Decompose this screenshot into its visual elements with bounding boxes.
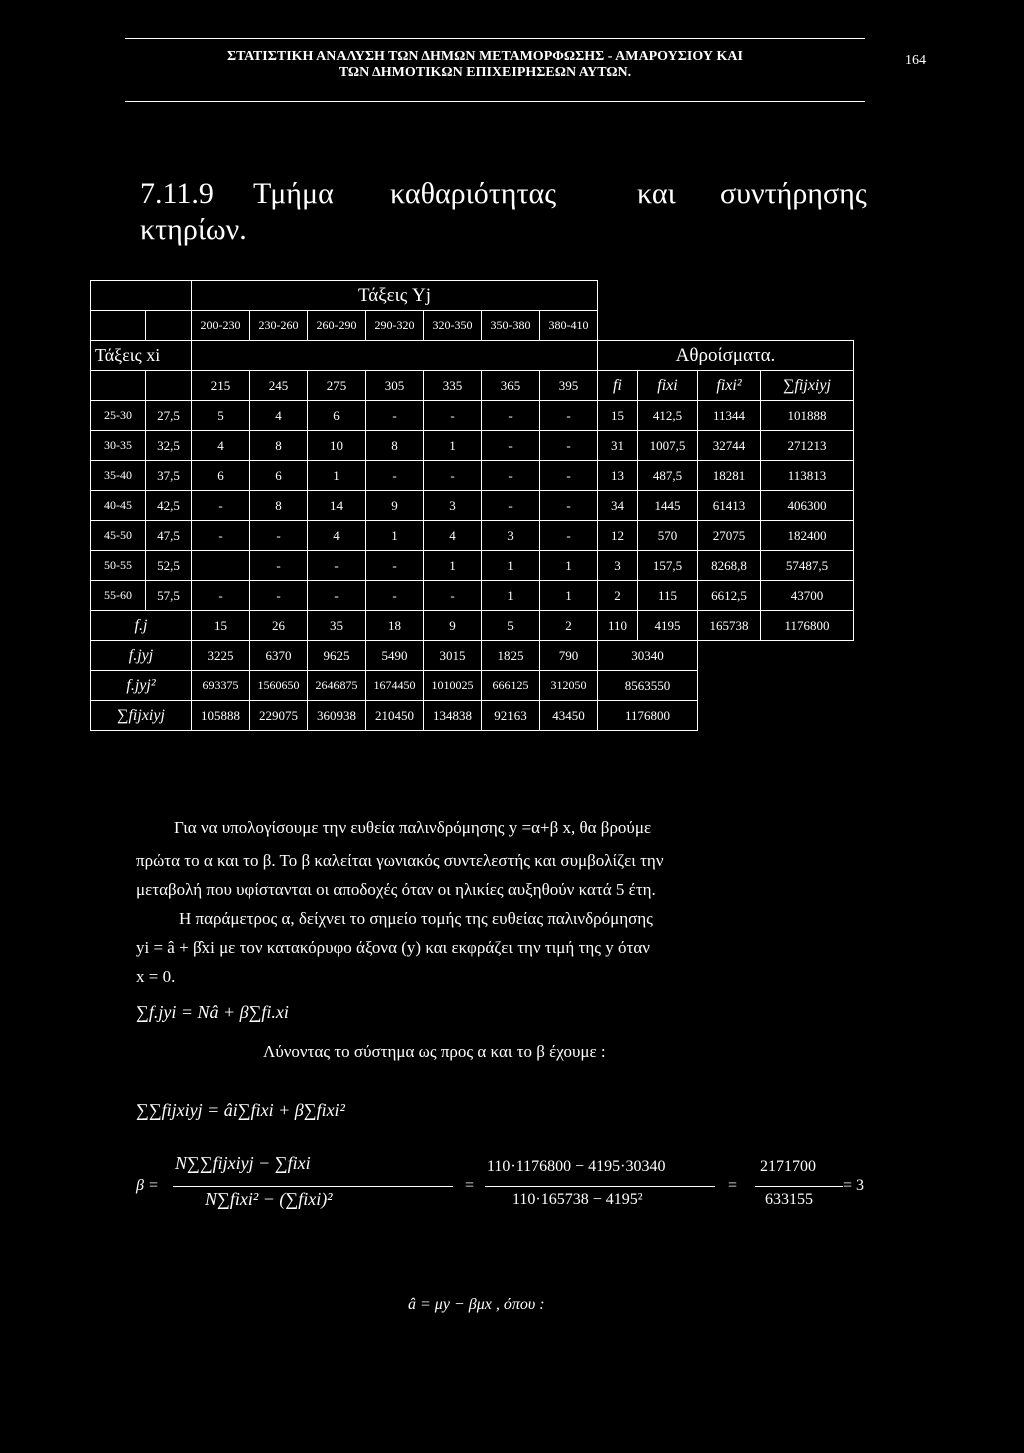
y-mid-cell: 245 (250, 371, 308, 401)
freq-cell: 4 (424, 521, 482, 551)
stat-cell: 6612,5 (698, 581, 761, 611)
x-mid-cell: 42,5 (146, 491, 192, 521)
header-line-1: ΣΤΑΤΙΣΤΙΚΗ ΑΝΑΛΥΣΗ ΤΩΝ ΔΗΜΩΝ ΜΕΤΑΜΟΡΦΩΣΗΣ - ΑΜΑΡΟΥΣΙΟΥ ΚΑΙ (227, 49, 743, 64)
fjyj2-cell: 1010025 (424, 671, 482, 701)
beta-numerator: N∑∑fijxiyj − ∑fixi (175, 1153, 311, 1173)
stat-cell: 57487,5 (761, 551, 854, 581)
fj-cell: 26 (250, 611, 308, 641)
sum-cell: 360938 (308, 701, 366, 731)
blank-cell (598, 281, 854, 311)
table-row-fj (91, 611, 854, 641)
sum-cell: 92163 (482, 701, 540, 731)
freq-cell: 8 (366, 431, 424, 461)
beta-fraction-line (173, 1186, 453, 1187)
freq-cell: - (540, 521, 598, 551)
stat-cell: 13 (598, 461, 638, 491)
fjyj-cell: 790 (540, 641, 598, 671)
corner-cell (146, 311, 192, 341)
x-classes-label: Τάξεις xi (91, 341, 192, 371)
para-2-line-3: x = 0. (136, 967, 176, 986)
beta-denominator: N∑fixi² − (∑fixi)² (205, 1189, 333, 1209)
sum-cell: 210450 (366, 701, 424, 731)
fjyj2-cell: 312050 (540, 671, 598, 701)
stat-cell: 2 (598, 581, 638, 611)
freq-cell: 1 (366, 521, 424, 551)
table-row (91, 551, 854, 581)
corner-cell (146, 371, 192, 401)
freq-cell: - (308, 581, 366, 611)
fj-stat-cell: 165738 (698, 611, 761, 641)
row-label: f.j (91, 611, 192, 641)
freq-cell: - (192, 581, 250, 611)
freq-cell: 1 (482, 581, 540, 611)
stat-cell: 43700 (761, 581, 854, 611)
table-row-fjyj (91, 641, 854, 671)
freq-cell: - (366, 461, 424, 491)
para-1-line-2: πρώτα το α και το β. Το β καλείται γωνιακός συντελεστής και συμβολίζει την (136, 851, 664, 870)
x-range-cell: 55-60 (91, 581, 146, 611)
equation-1: ∑f.jyi = Nâ + β∑fi.xi (136, 1002, 289, 1022)
x-mid-cell: 57,5 (146, 581, 192, 611)
stat-cell: 61413 (698, 491, 761, 521)
fj-cell: 18 (366, 611, 424, 641)
freq-cell: 10 (308, 431, 366, 461)
corner-cell (91, 281, 192, 311)
freq-cell: - (366, 401, 424, 431)
freq-cell: - (482, 401, 540, 431)
equals-sign-2: = (728, 1177, 738, 1194)
fj-cell: 35 (308, 611, 366, 641)
fj-cell: 15 (192, 611, 250, 641)
freq-cell: 4 (308, 521, 366, 551)
freq-cell: 6 (250, 461, 308, 491)
fj-cell: 9 (424, 611, 482, 641)
freq-cell: 1 (540, 551, 598, 581)
section-number: 7.11.9 (140, 177, 214, 210)
x-mid-cell: 37,5 (146, 461, 192, 491)
fj-cell: 2 (540, 611, 598, 641)
frequency-table (90, 280, 854, 731)
freq-cell: 14 (308, 491, 366, 521)
fj-stat-cell: 4195 (638, 611, 698, 641)
table-row (91, 401, 854, 431)
freq-cell: 5 (192, 401, 250, 431)
stat-cell: 27075 (698, 521, 761, 551)
fjyj-total: 30340 (598, 641, 698, 671)
stat-cell: 1445 (638, 491, 698, 521)
freq-cell: - (540, 491, 598, 521)
row-label: f.jyj (91, 641, 192, 671)
freq-cell: 4 (192, 431, 250, 461)
y-range-cell: 230-260 (250, 311, 308, 341)
stat-cell: 113813 (761, 461, 854, 491)
row-label: ∑fijxiyj (91, 701, 192, 731)
freq-cell: - (424, 461, 482, 491)
section-word-2: καθαριότητας (390, 177, 557, 210)
x-mid-cell: 47,5 (146, 521, 192, 551)
blank-cell (698, 701, 854, 731)
fjyj-cell: 9625 (308, 641, 366, 671)
fraction-line-2 (485, 1186, 715, 1187)
alpha-equation: â = μy − βμx , όπου : (408, 1296, 545, 1313)
stat-cell: 406300 (761, 491, 854, 521)
corner-cell (91, 311, 146, 341)
stat-cell: 18281 (698, 461, 761, 491)
x-range-cell: 35-40 (91, 461, 146, 491)
x-range-cell: 50-55 (91, 551, 146, 581)
y-range-cell: 290-320 (366, 311, 424, 341)
section-word-3: και (637, 177, 676, 210)
stat-cell: 3 (598, 551, 638, 581)
x-range-cell: 25-30 (91, 401, 146, 431)
stat-cell: 34 (598, 491, 638, 521)
freq-cell: 1 (308, 461, 366, 491)
x-range-cell: 45-50 (91, 521, 146, 551)
para-1-line-3: μεταβολή που υφίστανται οι αποδοχές όταν οι ηλικίες αυξηθούν κατά 5 έτη. (136, 880, 656, 899)
page-header-title (125, 49, 845, 81)
y-mid-cell: 395 (540, 371, 598, 401)
x-range-cell: 40-45 (91, 491, 146, 521)
fjyj2-cell: 1674450 (366, 671, 424, 701)
y-range-cell: 200-230 (192, 311, 250, 341)
table-row (91, 461, 854, 491)
freq-cell: 6 (308, 401, 366, 431)
freq-cell: 8 (250, 491, 308, 521)
table-row-sum (91, 701, 854, 731)
freq-cell: - (540, 461, 598, 491)
table-header-row-title (91, 281, 854, 311)
freq-cell: 1 (482, 551, 540, 581)
freq-cell: - (540, 431, 598, 461)
header-rule-bottom (125, 101, 865, 102)
sum-cell: 43450 (540, 701, 598, 731)
freq-cell: - (482, 431, 540, 461)
freq-cell: - (192, 521, 250, 551)
fjyj2-total: 8563550 (598, 671, 698, 701)
freq-cell: - (424, 581, 482, 611)
x-mid-cell: 32,5 (146, 431, 192, 461)
x-range-cell: 30-35 (91, 431, 146, 461)
equals-sign-3: = 3 (843, 1177, 865, 1194)
table-header-row-mids (91, 371, 854, 401)
stat-cell: 101888 (761, 401, 854, 431)
solve-text: Λύνοντας το σύστημα ως προς α και το β έχουμε : (263, 1042, 606, 1061)
stat-cell: 115 (638, 581, 698, 611)
sum-cell: 229075 (250, 701, 308, 731)
y-mid-cell: 275 (308, 371, 366, 401)
y-range-cell: 320-350 (424, 311, 482, 341)
y-classes-label: Τάξεις Yj (192, 281, 598, 311)
stat-cell: 8268,8 (698, 551, 761, 581)
freq-cell: - (308, 551, 366, 581)
y-mid-cell: 305 (366, 371, 424, 401)
blank-cell (192, 341, 598, 371)
freq-cell: 4 (250, 401, 308, 431)
table-row (91, 491, 854, 521)
fjyj-cell: 3225 (192, 641, 250, 671)
fjyj2-cell: 693375 (192, 671, 250, 701)
freq-cell: - (482, 461, 540, 491)
freq-cell: 9 (366, 491, 424, 521)
freq-cell: - (250, 521, 308, 551)
freq-cell: 3 (482, 521, 540, 551)
stat-cell: 271213 (761, 431, 854, 461)
freq-cell: 6 (192, 461, 250, 491)
sums-label: Αθροίσματα. (598, 341, 854, 371)
equals-sign-1: = (465, 1177, 475, 1194)
fjyj2-cell: 2646875 (308, 671, 366, 701)
stat-cell: 412,5 (638, 401, 698, 431)
fj-cell: 5 (482, 611, 540, 641)
table-row (91, 431, 854, 461)
section-word-4: συντήρησης (720, 177, 867, 210)
table-row (91, 521, 854, 551)
stat-header-cell: ∑fijxiyj (761, 371, 854, 401)
beta-label: β = (136, 1177, 159, 1194)
table-header-row-ranges (91, 311, 854, 341)
x-mid-cell: 27,5 (146, 401, 192, 431)
freq-cell: - (424, 401, 482, 431)
freq-cell: 3 (424, 491, 482, 521)
sum-cell: 134838 (424, 701, 482, 731)
para-2-line-2: yi = â + β̂xi με τον κατακόρυφο άξονα (y) και εκφράζει την τιμή της y όταν (136, 938, 650, 957)
freq-cell: - (192, 491, 250, 521)
stat-cell: 15 (598, 401, 638, 431)
sum-total: 1176800 (598, 701, 698, 731)
header-line-2: ΤΩΝ ΔΗΜΟΤΙΚΩΝ ΕΠΙΧΕΙΡΗΣΕΩΝ ΑΥΤΩΝ. (338, 65, 632, 80)
freq-cell: - (482, 491, 540, 521)
stat-header-cell: fixi² (698, 371, 761, 401)
fjyj2-cell: 666125 (482, 671, 540, 701)
fjyj-cell: 1825 (482, 641, 540, 671)
x-mid-cell: 52,5 (146, 551, 192, 581)
stat-cell: 12 (598, 521, 638, 551)
fjyj-cell: 3015 (424, 641, 482, 671)
table-row-fjyj2 (91, 671, 854, 701)
section-title-line-2: κτηρίων. (140, 213, 247, 246)
y-mid-cell: 335 (424, 371, 482, 401)
section-word-1: Τμήμα (253, 177, 334, 210)
para-2-line-1: Η παράμετρος α, δείχνει το σημείο τομής της ευθείας παλινδρόμησης (179, 909, 653, 928)
numerator-3: 2171700 (760, 1158, 816, 1175)
stat-header-cell: fi (598, 371, 638, 401)
fj-stat-cell: 110 (598, 611, 638, 641)
sum-cell: 105888 (192, 701, 250, 731)
freq-cell: 8 (250, 431, 308, 461)
corner-cell (91, 371, 146, 401)
stat-cell: 182400 (761, 521, 854, 551)
freq-cell: - (366, 551, 424, 581)
stat-cell: 487,5 (638, 461, 698, 491)
table-row (91, 581, 854, 611)
y-mid-cell: 365 (482, 371, 540, 401)
stat-cell: 32744 (698, 431, 761, 461)
fraction-line-3 (755, 1186, 843, 1187)
table-header-row-labels (91, 341, 854, 371)
row-label: f.jyj² (91, 671, 192, 701)
blank-cell (698, 641, 854, 671)
fjyj-cell: 6370 (250, 641, 308, 671)
blank-cell (598, 311, 854, 341)
denominator-2: 110·165738 − 4195² (512, 1191, 643, 1208)
stat-cell: 11344 (698, 401, 761, 431)
freq-cell: 1 (424, 551, 482, 581)
fjyj-cell: 5490 (366, 641, 424, 671)
stat-cell: 1007,5 (638, 431, 698, 461)
denominator-3: 633155 (765, 1191, 813, 1208)
fjyj2-cell: 1560650 (250, 671, 308, 701)
freq-cell: - (540, 401, 598, 431)
freq-cell: - (366, 581, 424, 611)
stat-header-cell: fixi (638, 371, 698, 401)
equation-2: ∑∑fijxiyj = âi∑fixi + β∑fixi² (136, 1100, 345, 1120)
freq-cell: 1 (424, 431, 482, 461)
blank-cell (698, 671, 854, 701)
freq-cell: - (250, 551, 308, 581)
y-mid-cell: 215 (192, 371, 250, 401)
freq-cell: - (250, 581, 308, 611)
header-rule-top (125, 38, 865, 39)
stat-cell: 31 (598, 431, 638, 461)
para-1-line-1: Για να υπολογίσουμε την ευθεία παλινδρόμησης y =α+β x, θα βρούμε (174, 818, 652, 837)
page-number: 164 (905, 53, 926, 68)
stat-cell: 157,5 (638, 551, 698, 581)
fj-stat-cell: 1176800 (761, 611, 854, 641)
y-range-cell: 380-410 (540, 311, 598, 341)
freq-cell (192, 551, 250, 581)
numerator-2: 110·1176800 − 4195·30340 (487, 1158, 666, 1175)
y-range-cell: 260-290 (308, 311, 366, 341)
y-range-cell: 350-380 (482, 311, 540, 341)
stat-cell: 570 (638, 521, 698, 551)
freq-cell: 1 (540, 581, 598, 611)
